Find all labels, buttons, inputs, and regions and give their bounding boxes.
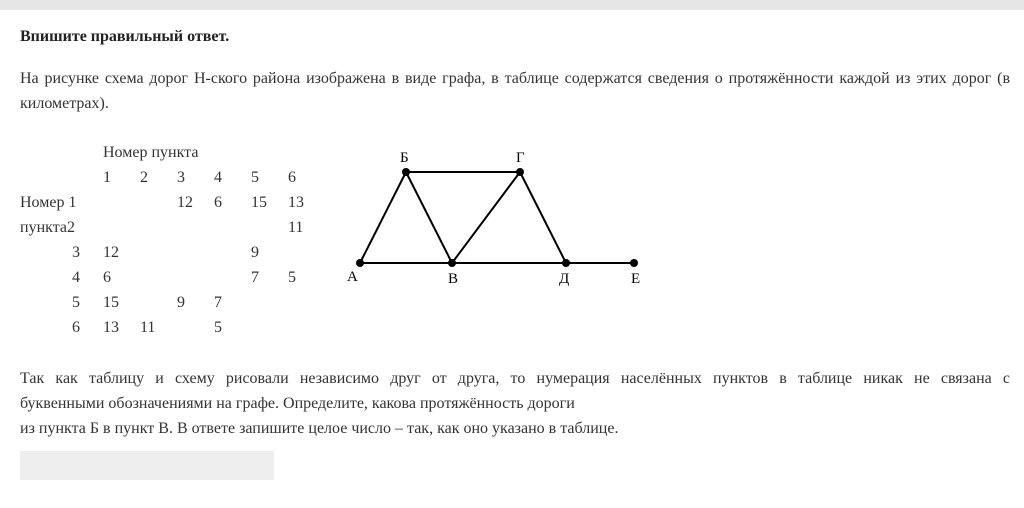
table-col-number: 3	[177, 169, 185, 186]
table-col-number: 6	[288, 169, 296, 186]
question-line: буквенными обозначениями на графе. Определите, какова протяжённость дороги	[20, 395, 575, 412]
question-text	[20, 366, 1010, 441]
table-cell: 6	[103, 269, 111, 286]
table-col-number: 4	[214, 169, 222, 186]
node-a	[356, 259, 364, 267]
table-cell: 15	[251, 194, 267, 211]
node-label-e: Е	[631, 271, 641, 287]
table-cell: 5	[288, 269, 296, 286]
table-row-label: 5	[72, 294, 80, 311]
node-label-d: Д	[559, 271, 570, 287]
table-row-label: 6	[72, 319, 80, 336]
table-cell: 5	[214, 319, 222, 336]
edge-v-g	[452, 172, 520, 263]
table-cell: 13	[103, 319, 119, 336]
instruction-heading: Впишите правильный ответ.	[20, 28, 230, 45]
table-col-number: 5	[251, 169, 259, 186]
table-row-header: Номер 1	[20, 194, 77, 211]
node-label-b: Б	[400, 150, 409, 166]
intro-text: На рисунке схема дорог Н-ского района изображена в виде графа, в таблице содержатся сведения о протяжённости каждой из этих дорог (в километрах).	[20, 70, 1010, 112]
table-cell: 13	[288, 194, 304, 211]
table-col-number: 2	[140, 169, 148, 186]
table-row-label: 4	[72, 269, 80, 286]
table-col-number: 1	[103, 169, 111, 186]
question-line: Так как таблицу и схему рисовали независимо друг от друга, то нумерация населённых пунктов в таблице никак не связана с	[20, 370, 1010, 387]
node-label-a: А	[347, 269, 358, 285]
answer-input[interactable]	[20, 451, 274, 480]
table-cell: 15	[103, 294, 119, 311]
edge-b-v	[406, 172, 452, 263]
table-cell: 7	[214, 294, 222, 311]
road-graph	[340, 145, 650, 290]
table-cell: 11	[288, 219, 304, 236]
node-label-v: В	[448, 271, 459, 287]
node-d	[562, 259, 570, 267]
node-g	[516, 168, 524, 176]
table-cell: 12	[177, 194, 193, 211]
table-cell: 11	[140, 319, 156, 336]
table-cell: 9	[251, 244, 259, 261]
table-cell: 6	[214, 194, 222, 211]
node-label-g: Г	[516, 150, 525, 166]
table-cell: 7	[251, 269, 259, 286]
table-row-label: 3	[72, 244, 80, 261]
edge-a-b	[360, 172, 406, 263]
table-cell: 12	[103, 244, 119, 261]
node-e	[630, 259, 638, 267]
question-line: из пункта Б в пункт В. В ответе запишите целое число – так, как оно указано в таблице.	[20, 420, 619, 437]
node-b	[402, 168, 410, 176]
top-bar	[0, 0, 1024, 10]
table-col-header: Номер пункта	[103, 144, 199, 161]
table-cell: 9	[177, 294, 185, 311]
edge-g-d	[520, 172, 566, 263]
table-row-header: пункта2	[20, 219, 75, 236]
node-v	[448, 259, 456, 267]
